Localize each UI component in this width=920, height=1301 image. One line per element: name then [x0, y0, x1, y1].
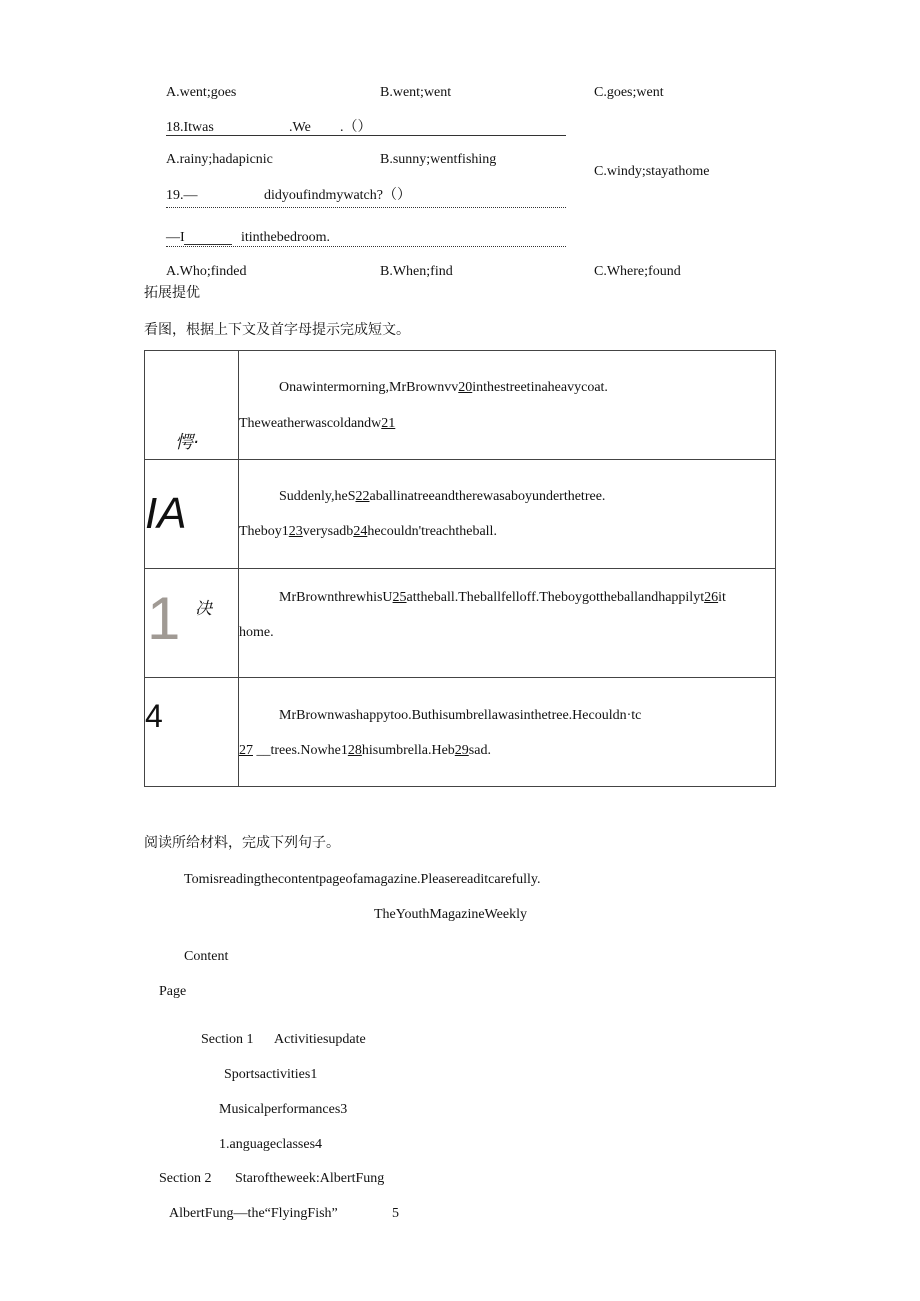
picture-placeholder: IA — [145, 489, 187, 538]
q19-option-a: A.Who;finded — [166, 264, 247, 279]
picture-placeholder: 愕· — [175, 432, 199, 453]
section1-item: Sportsactivities1 — [224, 1067, 318, 1082]
q18-option-a: A.rainy;hadapicnic — [166, 152, 273, 167]
q17-option-c: C.goes;went — [594, 85, 664, 100]
q19-blank — [184, 244, 232, 245]
section1-item: Musicalperformances3 — [219, 1102, 348, 1117]
q18-option-c: C.windy;stayathome — [594, 164, 710, 179]
q17-option-b: B.went;went — [380, 85, 452, 100]
section2-item-page: 5 — [392, 1206, 399, 1221]
q19-answer-rest: itinthebedroom. — [241, 230, 331, 245]
table-row — [145, 678, 776, 787]
row-text-line: 27 __trees.Nowhe128hisumbrella.Heb29sad. — [239, 743, 491, 758]
q19-stem-b: didyoufindmywatch?（） — [264, 188, 411, 203]
q19-underline — [166, 207, 566, 208]
instruction: 看图，根据上下文及首字母提示完成短文。 — [144, 322, 410, 338]
section-title: 拓展提优 — [144, 285, 200, 301]
magazine-title: TheYouthMagazineWeekly — [374, 907, 527, 922]
row-text-line: Theweatherwascoldandw21 — [239, 416, 396, 431]
row-text-line: MrBrownwashappytoo.Buthisumbrellawasinthetree.Hecouldn·tc — [279, 708, 642, 723]
row-text-line: Theboy123verysadb24hecouldn'treachtheball. — [239, 524, 497, 539]
q19-option-b: B.When;find — [380, 264, 453, 279]
blank-number: 21 — [381, 416, 396, 431]
q18-stem-b: .We — [289, 120, 311, 135]
picture-placeholder: 1 — [147, 585, 181, 652]
q19-stem: 19.— — [166, 188, 198, 203]
section2-title: Section 2 — [159, 1171, 212, 1186]
picture-story-table — [144, 350, 776, 787]
reading-instruction: 阅读所给材料，完成下列句子。 — [144, 835, 340, 851]
row-text-line: Onawintermorning,MrBrownvv20inthestreetinaheavycoat. — [279, 380, 608, 395]
q18-stem-c: .（） — [340, 120, 372, 135]
row-text-line: home. — [239, 625, 274, 640]
page-label: Page — [159, 984, 187, 999]
table-row — [145, 569, 776, 678]
q18-stem: 18.Itwas — [166, 120, 214, 135]
blank-number: 20 — [458, 380, 473, 395]
q19-option-c: C.Where;found — [594, 264, 681, 279]
table-row — [145, 460, 776, 569]
content-label: Content — [184, 949, 229, 964]
q18-option-b: B.sunny;wentfishing — [380, 152, 497, 167]
section2-name: Staroftheweek:AlbertFung — [235, 1171, 385, 1186]
row-text-line: MrBrownthrewhisU25attheball.Theballfelloff.Theboygottheballandhappilyt26it — [279, 590, 726, 605]
table-row — [145, 351, 776, 460]
intro-text: Tomisreadingthecontentpageofamagazine.Pleasereaditcarefully. — [184, 872, 541, 887]
section1-title: Section 1 — [201, 1032, 254, 1047]
q19-answer-line: —I — [166, 230, 185, 245]
q18-underline — [166, 135, 566, 136]
picture-placeholder-2: 决 — [195, 599, 212, 619]
section2-item: AlbertFung—the“FlyingFish” — [169, 1206, 338, 1221]
q17-option-a: A.went;goes — [166, 85, 237, 100]
row-text-line: Suddenly,heS22aballinatreeandtherewasaboyunderthetree. — [279, 489, 606, 504]
q19-underline-2 — [166, 246, 566, 247]
picture-placeholder: 4 — [145, 698, 163, 734]
section1-name: Activitiesupdate — [274, 1032, 366, 1047]
section1-item: 1.anguageclasses4 — [219, 1137, 323, 1152]
